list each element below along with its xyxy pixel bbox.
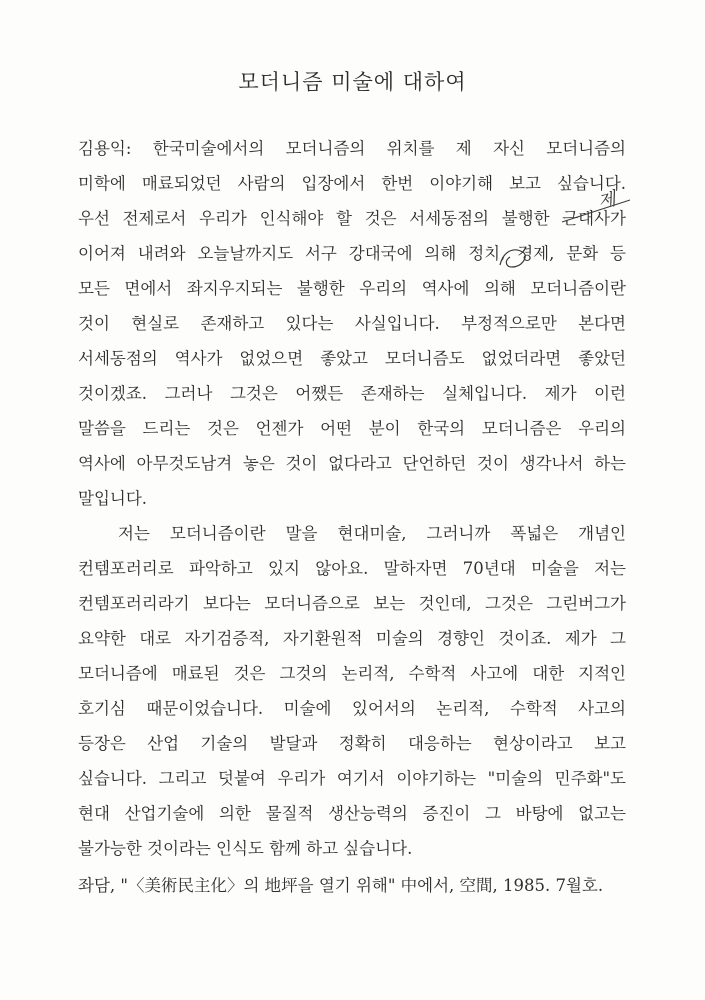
text-line: 현대 산업기술에 의한 물질적 생산능력의 증진이 그 바탕에 없고는 — [78, 804, 626, 823]
text-line: 요약한 대로 자기검증적, 자기환원적 미술의 경향인 것이죠. 제가 그 — [78, 629, 626, 648]
correction-stroke-icon — [560, 196, 640, 226]
text-line: 김용익: 한국미술에서의 모더니즘의 위치를 제 자신 모더니즘의 — [78, 139, 626, 158]
text-line: 등장은 산업 기술의 발달과 정확히 대응하는 현상이라고 보고 — [78, 734, 626, 753]
text-line: 말입니다. — [78, 489, 148, 508]
text-line: 저는 모더니즘이란 말을 현대미술, 그러니까 폭넓은 개념인 — [118, 524, 626, 543]
source-citation: 좌담, "〈美術民主化〉의 地坪을 열기 위해" 中에서, 空間, 1985. 7월호. — [78, 876, 604, 895]
text-line: 모든 면에서 좌지우지되는 불행한 우리의 역사에 의해 모더니즘이란 — [78, 279, 626, 298]
handwritten-note: 제 — [596, 188, 618, 213]
text-line: 서세동점의 역사가 없었으면 좋았고 모더니즘도 없었더라면 좋았던 — [78, 349, 626, 368]
text-line: 컨템포러리로 파악하고 있지 않아요. 말하자면 70년대 미술을 저는 — [78, 559, 626, 578]
text-line: 불가능한 것이라는 인식도 함께 하고 싶습니다. — [78, 839, 413, 858]
text-line: 모더니즘에 매료된 것은 그것의 논리적, 수학적 사고에 대한 지적인 — [78, 664, 626, 683]
text-line: 미학에 매료되었던 사람의 입장에서 한번 이야기해 보고 싶습니다. — [78, 174, 626, 193]
page-title: 모더니즘 미술에 대하여 — [238, 70, 467, 94]
text-line: 컨템포러리라기 보다는 모더니즘으로 보는 것인데, 그것은 그린버그가 — [78, 594, 626, 613]
text-line: 호기심 때문이었습니다. 미술에 있어서의 논리적, 수학적 사고의 — [78, 699, 626, 718]
text-line: 말씀을 드리는 것은 언젠가 어떤 분이 한국의 모더니즘은 우리의 — [78, 419, 626, 438]
text-line: 것이겠죠. 그러나 그것은 어쨌든 존재하는 실체입니다. 제가 이런 — [78, 384, 626, 403]
text-line: 것이 현실로 존재하고 있다는 사실입니다. 부정적으로만 본다면 — [78, 314, 626, 333]
correction-scribble-icon — [494, 243, 534, 273]
text-line: 우선 전제로서 우리가 인식해야 할 것은 서세동점의 불행한 근대사가 — [78, 209, 626, 228]
text-line: 이어져 내려와 오늘날까지도 서구 강대국에 의해 정치, 경제, 문화 등 — [78, 244, 626, 263]
text-line: 싶습니다. 그리고 덧붙여 우리가 여기서 이야기하는 "미술의 민주화"도 — [78, 769, 626, 788]
text-line: 역사에 아무것도남겨 놓은 것이 없다라고 단언하던 것이 생각나서 하는 — [78, 454, 626, 473]
